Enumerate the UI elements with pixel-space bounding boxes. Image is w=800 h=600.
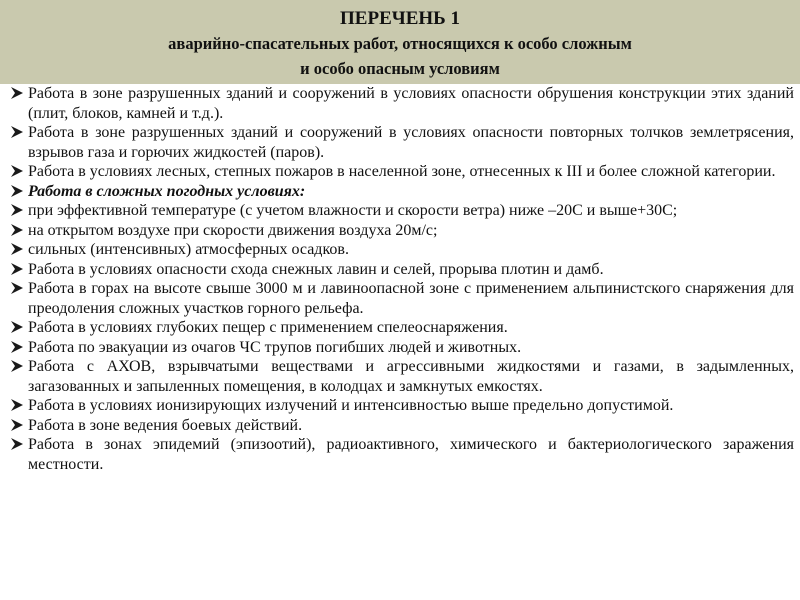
list-item-text: при эффективной температуре (с учетом влажности и скорости ветра) ниже –20С и выше+30С;: [28, 202, 678, 219]
arrow-bullet-icon: [10, 398, 24, 412]
list-item: [10, 396, 800, 416]
arrow-bullet-icon: [10, 320, 24, 334]
arrow-bullet-icon: [10, 262, 24, 276]
list-item: [10, 84, 800, 123]
list-item-text: Работа по эвакуации из очагов ЧС трупов погибших людей и животных.: [28, 338, 522, 356]
list-item-text: Работа в горах на высоте свыше 3000 м и лавиноопасной зоне с применением альпинистского снаряжения для преодоления сложных участков горного рельефа.: [28, 280, 794, 317]
arrow-bullet-icon: [10, 437, 24, 451]
list-item-text: Работа с АХОВ, взрывчатыми веществами и агрессивными жидкостями и газами, в задымленных, загазованных и запыленных помещения, в колодцах и замкнутых емкостях.: [28, 358, 794, 395]
list-item: [10, 240, 800, 260]
title-line-3: и особо опасным условиям: [300, 59, 500, 78]
list-item: [10, 338, 800, 358]
list-item: [10, 162, 800, 182]
works-list: [0, 84, 800, 474]
list-item: [10, 318, 800, 338]
arrow-bullet-icon: [10, 242, 24, 256]
list-item: [10, 279, 800, 318]
list-item: [10, 123, 800, 162]
list-item: [10, 182, 800, 202]
list-item: [10, 221, 800, 241]
list-item-text: Работа в условиях лесных, степных пожаров в населенной зоне, отнесенных к III и более сложной категории.: [28, 163, 776, 180]
list-item-text: сильных (интенсивных) атмосферных осадков.: [28, 241, 349, 258]
list-item-text: Работа в зоне разрушенных зданий и сооружений в условиях опасности обрушения конструкции этих зданий (плит, блоков, камней и т.д.).: [28, 85, 794, 122]
list-item-text: Работа в условиях опасности схода снежных лавин и селей, прорыва плотин и дамб.: [28, 260, 604, 278]
list-item-text: Работа в зоне разрушенных зданий и сооружений в условиях опасности повторных толчков землетрясения, взрывов газа и горючих жидкостей (паров).: [28, 124, 794, 161]
title-line-1: ПЕРЕЧЕНЬ 1: [340, 8, 460, 29]
list-item: [10, 260, 800, 280]
arrow-bullet-icon: [10, 125, 24, 139]
title-line-2: аварийно-спасательных работ, относящихся к особо сложным: [168, 34, 632, 53]
list-item-text: Работа в зоне ведения боевых действий.: [28, 416, 303, 434]
arrow-bullet-icon: [10, 359, 24, 373]
header-banner: [0, 0, 800, 84]
list-item-text: Работа в сложных погодных условиях:: [28, 182, 306, 200]
list-item-text: на открытом воздухе при скорости движения воздуха 20м/с;: [28, 221, 438, 239]
arrow-bullet-icon: [10, 86, 24, 100]
list-item: [10, 201, 800, 221]
arrow-bullet-icon: [10, 184, 24, 198]
arrow-bullet-icon: [10, 340, 24, 354]
list-item: [10, 416, 800, 436]
list-item: [10, 435, 800, 474]
list-item-text: Работа в условиях ионизирующих излучений и интенсивностью выше предельно допустимой.: [28, 397, 674, 414]
list-item: [10, 357, 800, 396]
arrow-bullet-icon: [10, 281, 24, 295]
arrow-bullet-icon: [10, 418, 24, 432]
list-item-text: Работа в условиях глубоких пещер с применением спелеоснаряжения.: [28, 319, 508, 336]
arrow-bullet-icon: [10, 164, 24, 178]
arrow-bullet-icon: [10, 223, 24, 237]
list-item-text: Работа в зонах эпидемий (эпизоотий), радиоактивного, химического и бактериологического заражения местности.: [28, 436, 794, 473]
arrow-bullet-icon: [10, 203, 24, 217]
